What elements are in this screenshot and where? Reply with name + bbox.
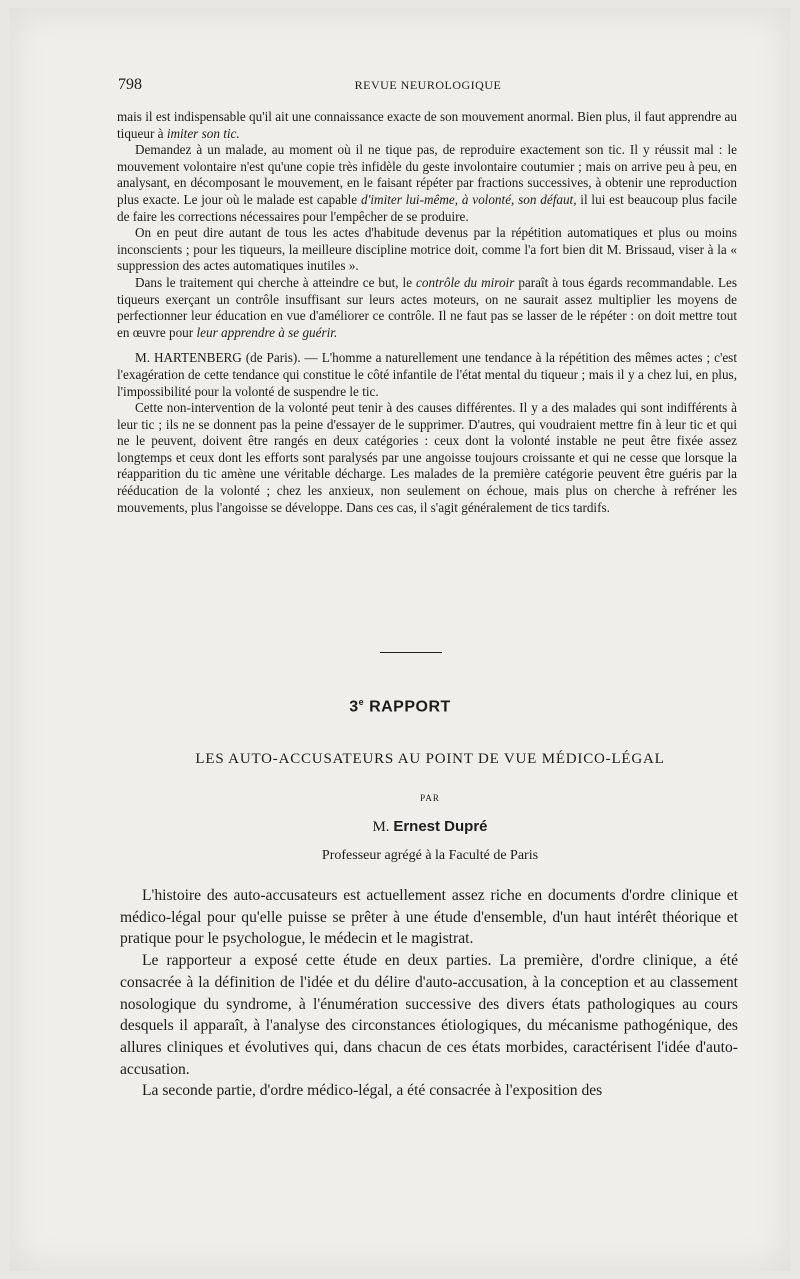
discussion-paragraph: Cette non-intervention de la volonté peut tenir à des causes différentes. Il y a des malades qui sont indifférents à leur tic ; ils ne se donnent pas la peine d'essayer de le supprimer. D'autres, qui voudraient mettre fin à leur tic et qui ne le peuvent, doivent être rangés en deux catégories : ceux dont la volonté instable ne peut être fixée assez longtemps et ceux dont les efforts sont paralysés par une angoisse toujours croissante et qui ne cesse que lorsque la réapparition du tic amène une véritable décharge. Les malades de la première catégorie peuvent être guéris par la rééducation de la volonté ; chez les anxieux, non seulement on échoue, mais plus on cherche à refréner les mouvements, plus l'angoisse se développe. Dans ces cas, il s'agit généralement de tics tardifs.	[117, 400, 737, 515]
report-paragraph: L'histoire des auto-accusateurs est actuellement assez riche en documents d'ordre clinique et médico-légal pour qu'elle puisse se prêter à une étude d'ensemble, d'un haut intérêt théorique et pratique pour le psychologue, le médecin et le magistrat.	[120, 887, 738, 948]
text-run: il lui est beaucoup plus facile de faire les corrections nécessaires pour l'empêcher de se produire.	[117, 191, 737, 224]
discussion-paragraph	[117, 109, 737, 142]
text-run: (de Paris). — L'homme a naturellement une tendance à la répétition des mêmes actes ; c'est l'exagération de cette tendance qui constitue le côté infantile de l'état mental du tiqueur ; mais il y a chez lui, en plus, l'impossibilité pour la volonté de suspendre le tic.	[117, 350, 737, 399]
report-label: RAPPORT	[364, 698, 451, 716]
speaker-name: M. HARTENBERG	[135, 350, 242, 366]
author-name: Ernest Dupré	[393, 818, 488, 835]
report-title: LES AUTO-ACCUSATEURS AU POINT DE VUE MÉDICO-LÉGAL	[195, 751, 665, 767]
emphasis: d'imiter lui-même, à volonté, son défaut,	[360, 191, 577, 207]
ordinal-suffix: e	[358, 697, 365, 707]
report-heading	[0, 697, 800, 716]
report-paragraph: La seconde partie, d'ordre médico-légal, a été consacrée à l'exposition des	[142, 1082, 603, 1100]
discussion-paragraph	[117, 142, 737, 225]
discussion-section	[117, 109, 737, 516]
page-number: 798	[118, 76, 142, 93]
author-line	[0, 818, 800, 836]
discussion-paragraph	[117, 350, 737, 400]
emphasis: contrôle du miroir	[416, 274, 515, 290]
discussion-paragraph: On en peut dire autant de tous les actes d'habitude devenus par la répétition automatiques et plus ou moins inconscients ; pour les tiqueurs, la meilleure discipline motrice doit, comme l'a fort bien dit M. Brissaud, viser à la « suppression des actes automatiques inutiles ».	[117, 225, 737, 274]
author-affiliation: Professeur agrégé à la Faculté de Paris	[321, 848, 539, 863]
author-prefix: M.	[372, 819, 394, 835]
report-number: 3	[349, 698, 359, 716]
text-run: paraît à tous égards recommandable. Les tiqueurs exerçant un contrôle insuffisant sur leurs actes moteurs, on ne saurait assez multiplier les moyens de perfectionner leur éducation en vue d'améliorer ce contrôle. Il ne faut pas se lasser de le répéter : on doit mettre tout en œuvre pour	[117, 274, 738, 340]
text-run: Demandez à un malade, au moment où il ne tique pas, de reproduire exactement son tic. Il y réussit mal : le mouvement volontaire n'est qu'une copie très infidèle du geste involontaire coutumier ; mais on arrive peu à peu, en analysant, en décomposant le mouvement, en le faisant répéter par fractions successives, à obtenir une reproduction plus exacte. Le jour où le malade est capable	[117, 142, 737, 207]
page-header	[118, 76, 738, 96]
byline-par: PAR	[420, 793, 440, 803]
report-paragraph: Le rapporteur a exposé cette étude en deux parties. La première, d'ordre clinique, a été consacrée à la définition de l'idée et du délire d'auto-accusation, à la conception et au classement nosologique du syndrome, à l'énumération successive des divers états pathologiques au cours desquels il apparaît, à l'analyse des circonstances étiologiques, du mécanisme pathogénique, des allures cliniques et évolutives qui, dans chacun de ces états morbides, caractérisent l'idée d'auto-accusation.	[120, 952, 738, 1078]
section-divider	[380, 652, 442, 653]
running-title: REVUE NEUROLOGIQUE	[354, 78, 502, 92]
discussion-paragraph	[117, 275, 737, 341]
report-body	[120, 885, 738, 1102]
text-run: mais il est indispensable qu'il ait une connaissance exacte de son mouvement anormal. Bien plus, il faut apprendre au tiqueur à	[117, 109, 737, 141]
emphasis: leur apprendre à se guérir.	[196, 324, 338, 340]
emphasis: imiter son tic.	[166, 125, 240, 141]
text-run: Dans le traitement qui cherche à atteindre ce but, le	[135, 274, 417, 290]
